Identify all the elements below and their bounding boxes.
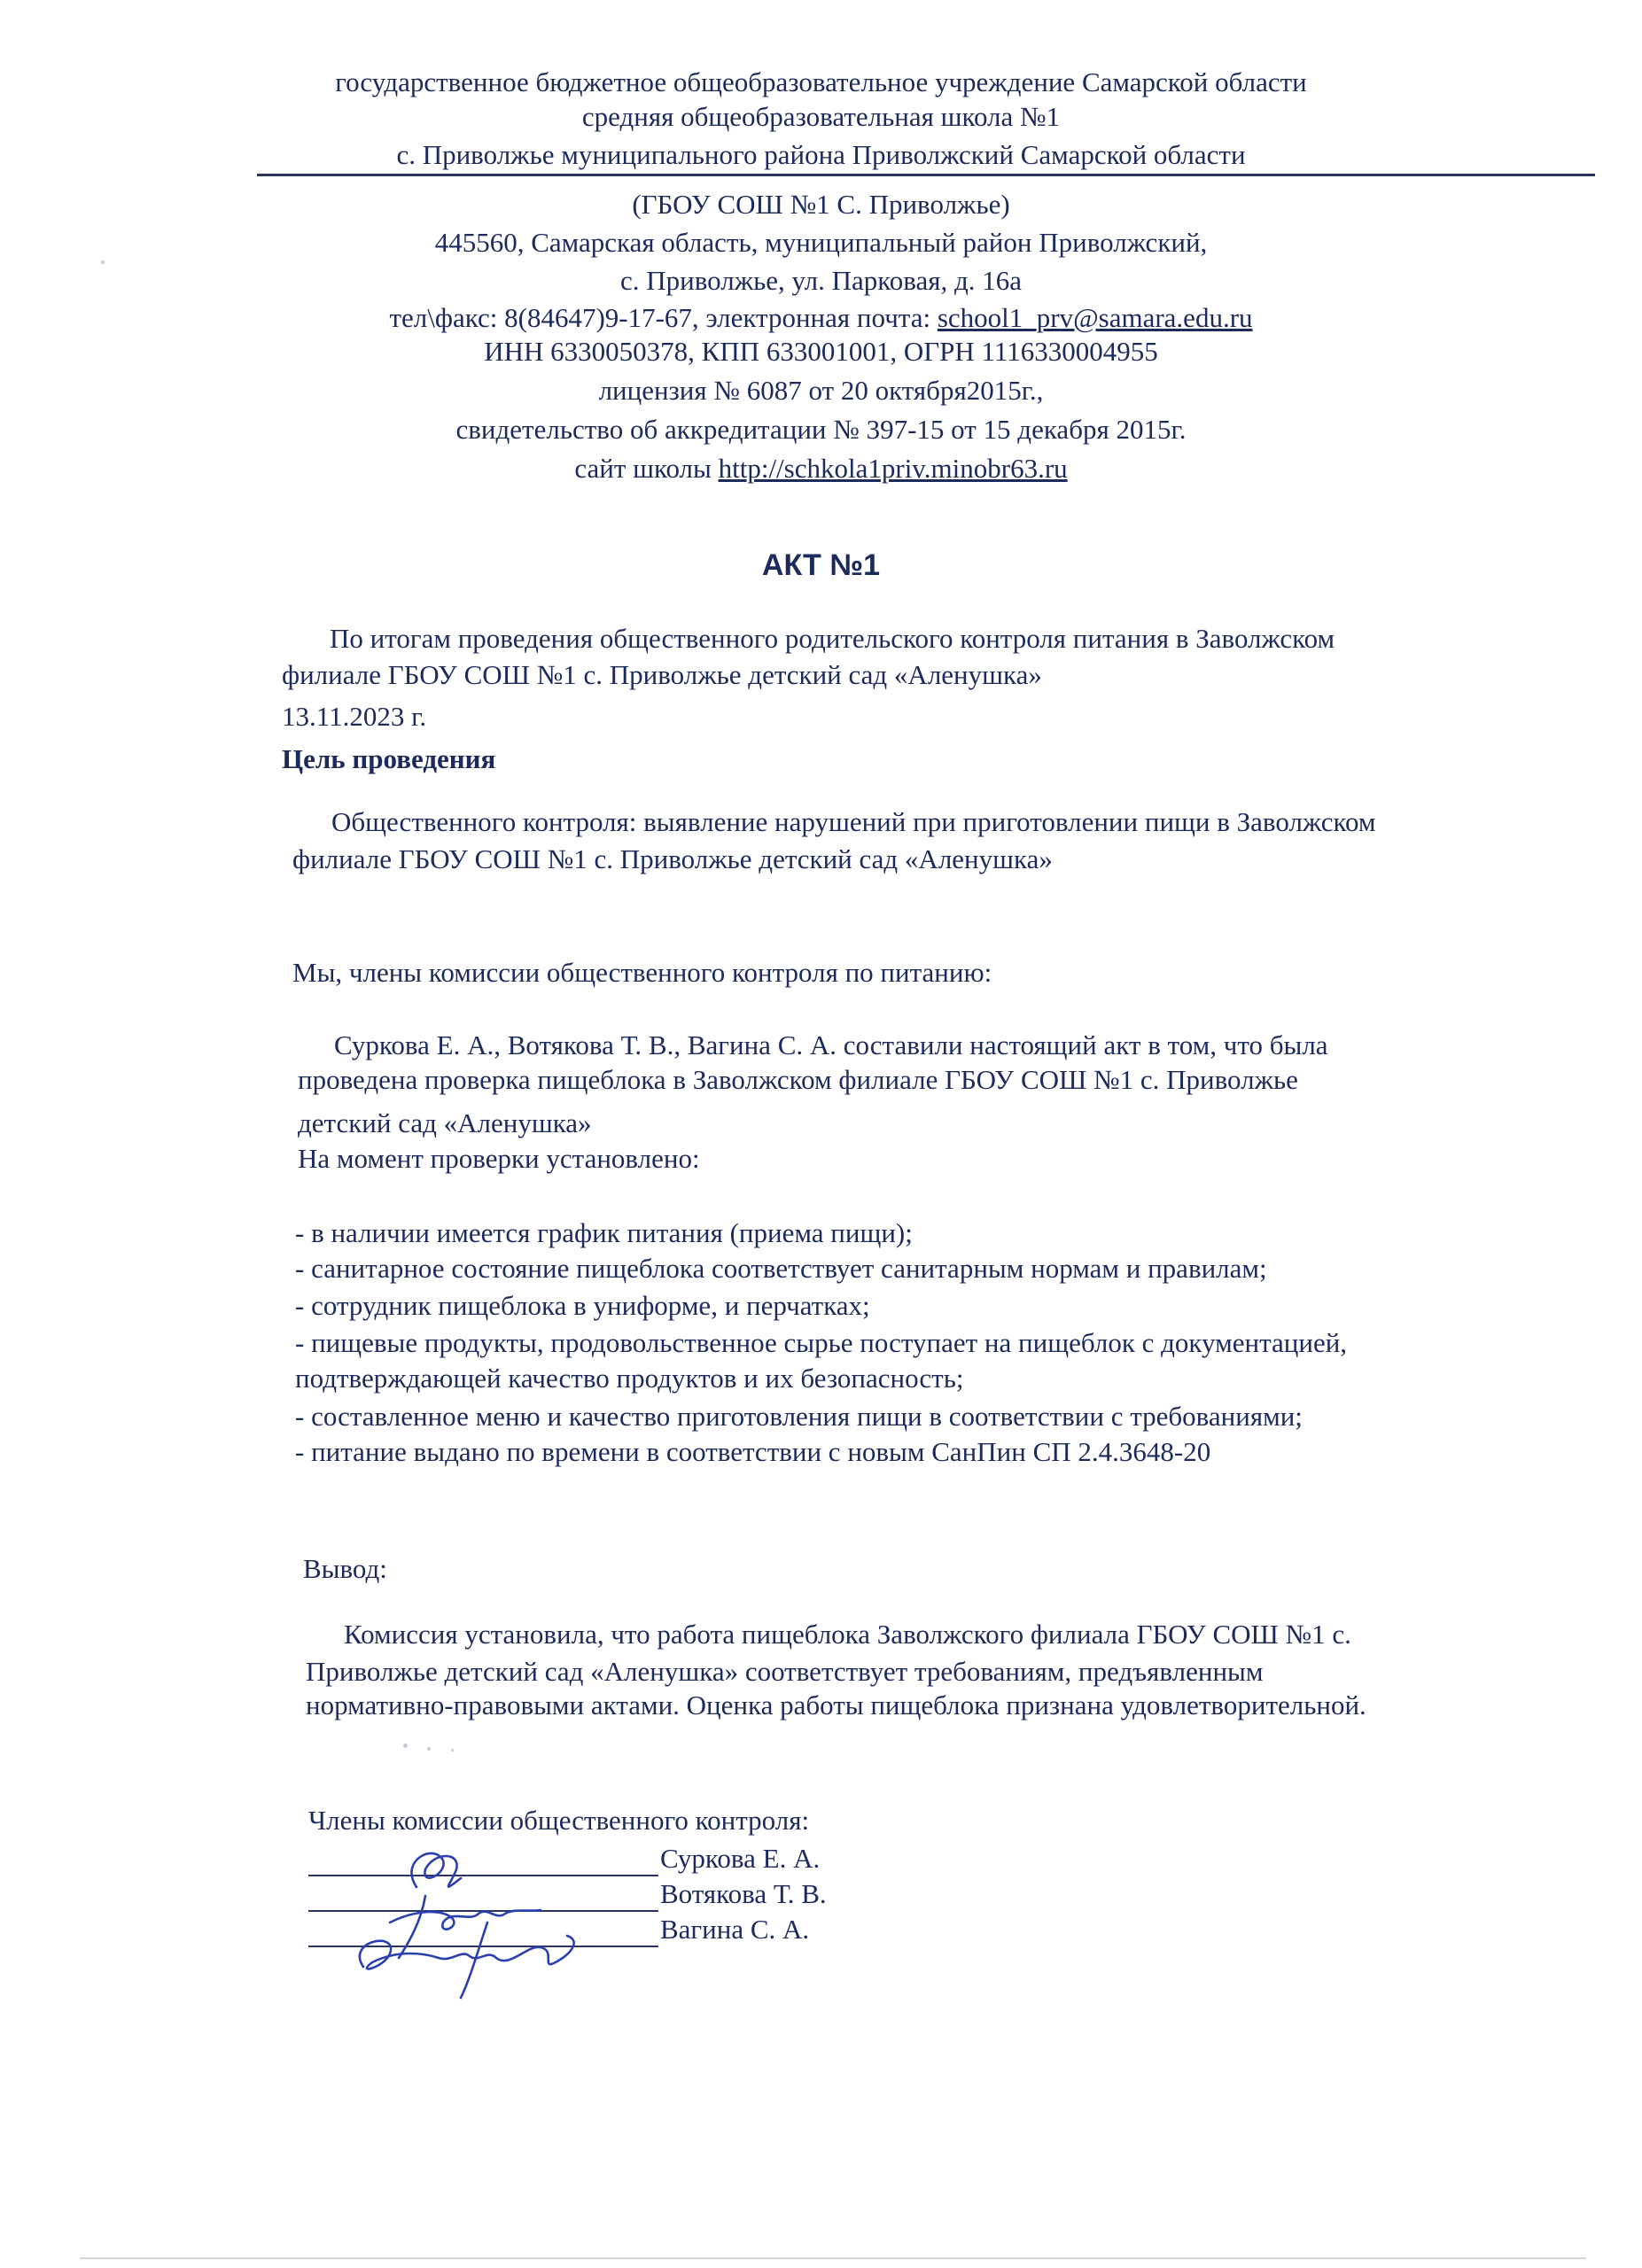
scan-speck xyxy=(403,1744,408,1748)
header-line2: средняя общеобразовательная школа №1 xyxy=(581,101,1061,132)
scan-speck xyxy=(101,260,105,264)
signature-name: Вотякова Т. В. xyxy=(660,1878,827,1909)
finding-item: - питание выдано по времени в соответствии с новым СанПин СП 2.4.3648-20 xyxy=(295,1436,1211,1467)
statement-line1: Суркова Е. А., Вотякова Т. В., Вагина С. А. составили настоящий акт в том, что была xyxy=(334,1029,1328,1060)
signature-surkova xyxy=(399,1853,461,1958)
intro-line2: филиале ГБОУ СОШ №1 с. Приволжье детский сад «Аленушка» xyxy=(282,659,1042,690)
header-address1: 445560, Самарская область, муниципальный район Приволжский, xyxy=(434,227,1208,258)
header-divider xyxy=(257,174,1595,176)
handwritten-signatures xyxy=(337,1825,638,2002)
purpose-line2: филиале ГБОУ СОШ №1 с. Приволжье детский сад «Аленушка» xyxy=(292,843,1053,874)
signature-name: Вагина С. А. xyxy=(660,1914,810,1945)
finding-item: - составленное меню и качество приготовления пищи в соответствии с требованиями; xyxy=(295,1401,1303,1432)
purpose-line1: Общественного контроля: выявление нарушений при приготовлении пищи в Заволжском xyxy=(331,806,1376,837)
header-phone: тел\факс: 8(84647)9-17-67, электронная почта: xyxy=(389,302,938,333)
header-accreditation: свидетельство об аккредитации № 397-15 от 15 декабря 2015г. xyxy=(455,414,1187,445)
finding-item: - в наличии имеется график питания (приема пищи); xyxy=(295,1217,913,1248)
document-title: АКТ №1 xyxy=(761,548,881,582)
scan-speck xyxy=(451,1749,454,1751)
statement-line2: проведена проверка пищеблока в Заволжском филиале ГБОУ СОШ №1 с. Приволжье xyxy=(298,1064,1298,1095)
finding-item: - сотрудник пищеблока в униформе, и перчатках; xyxy=(295,1290,870,1321)
signature-name: Суркова Е. А. xyxy=(660,1843,821,1874)
header-email-link[interactable]: school1_prv@samara.edu.ru xyxy=(937,302,1253,333)
purpose-heading: Цель проведения xyxy=(282,743,496,774)
finding-item: - санитарное состояние пищеблока соответствует санитарным нормам и правилам; xyxy=(295,1253,1267,1284)
header-inn: ИНН 6330050378, КПП 633001001, ОГРН 1116330004955 xyxy=(484,336,1158,367)
conclusion-line2: Приволжье детский сад «Аленушка» соответствует требованиям, предъявленным xyxy=(306,1656,1264,1687)
header-site-link[interactable]: http://schkola1priv.minobr63.ru xyxy=(718,453,1068,484)
conclusion-line3: нормативно-правовыми актами. Оценка работы пищеблока признана удовлетворительной. xyxy=(306,1689,1366,1720)
header-line1: государственное бюджетное общеобразовательное учреждение Самарской области xyxy=(335,66,1307,97)
intro-line1: По итогам проведения общественного родительского контроля питания в Заволжском xyxy=(330,623,1335,654)
statement-line3: детский сад «Аленушка» xyxy=(298,1107,592,1138)
finding-item: подтверждающей качество продуктов и их безопасность; xyxy=(295,1363,964,1394)
finding-item: - пищевые продукты, продовольственное сырье поступает на пищеблок с документацией, xyxy=(295,1327,1348,1358)
signature-votyakova xyxy=(390,1910,541,1930)
conclusion-line1: Комиссия установила, что работа пищеблока Заволжского филиала ГБОУ СОШ №1 с. xyxy=(344,1619,1351,1650)
header-short-name: (ГБОУ СОШ №1 С. Приволжье) xyxy=(632,189,1010,220)
signature-vagina xyxy=(360,1922,574,1998)
header-site xyxy=(0,452,1642,485)
signatures-heading: Члены комиссии общественного контроля: xyxy=(308,1805,810,1836)
scan-edge xyxy=(80,2257,1586,2259)
header-address2: с. Приволжье, ул. Парковая, д. 16а xyxy=(619,265,1023,296)
members-intro: Мы, члены комиссии общественного контроля по питанию: xyxy=(292,957,992,988)
header-license: лицензия № 6087 от 20 октября2015г., xyxy=(598,375,1044,406)
statement-line4: На момент проверки установлено: xyxy=(298,1143,700,1174)
intro-date: 13.11.2023 г. xyxy=(282,701,427,732)
header-contacts xyxy=(0,301,1642,335)
header-site-label: сайт школы xyxy=(574,453,719,484)
conclusion-heading: Вывод: xyxy=(303,1553,387,1584)
header-line3: с. Приволжье муниципального района Приволжский Самарской области xyxy=(396,139,1246,170)
scan-speck xyxy=(427,1747,431,1751)
